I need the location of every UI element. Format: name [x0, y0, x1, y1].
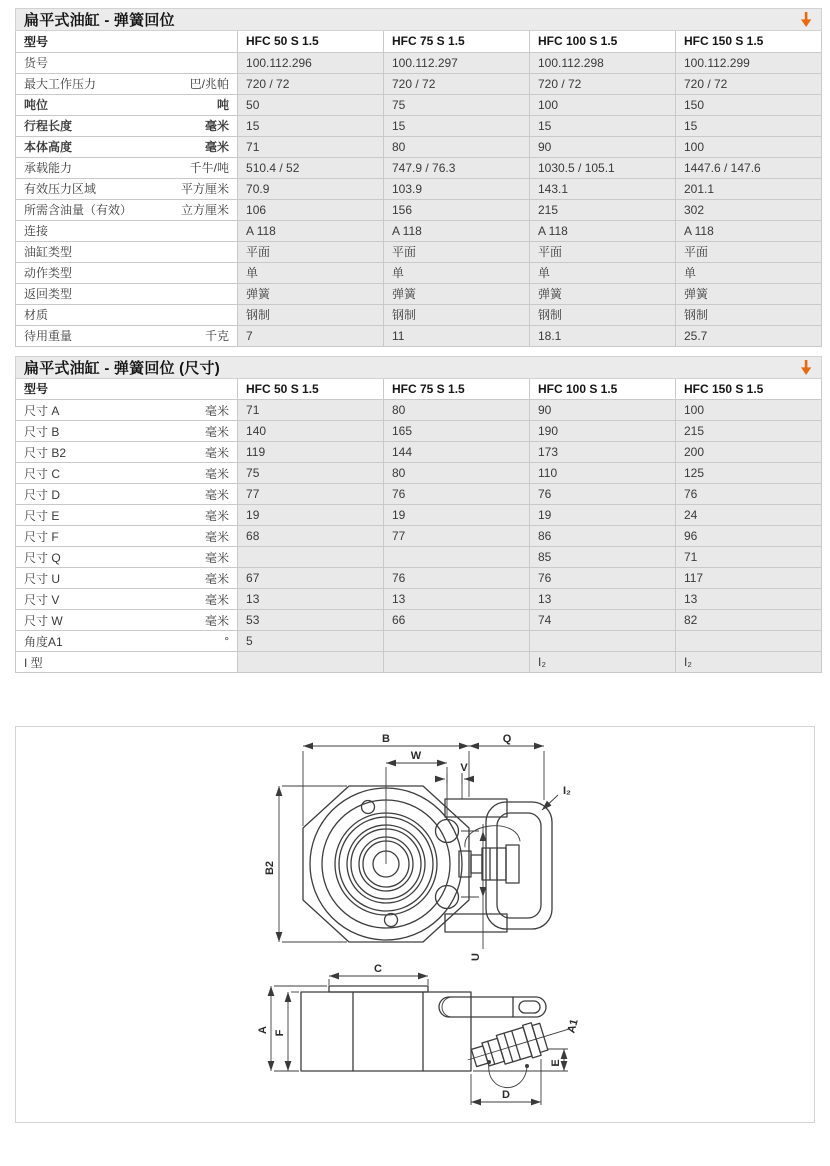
column-header-model: HFC 150 S 1.5: [675, 31, 821, 52]
cell-value: 77: [384, 526, 530, 547]
cell-value: 85: [529, 547, 675, 568]
cell-value: 90: [529, 400, 675, 421]
row-unit: [176, 220, 238, 241]
table-row: [16, 631, 822, 652]
cell-value: 156: [384, 199, 530, 220]
cell-value: 720 / 72: [238, 73, 384, 94]
dust-cap-lanyard-side: [489, 1063, 527, 1088]
row-label: 尺寸 U: [16, 568, 176, 589]
row-unit: 巴/兆帕: [176, 73, 238, 94]
spec-section: [15, 8, 822, 347]
row-unit: 毫米: [176, 115, 238, 136]
technical-drawing: [16, 727, 814, 1122]
dimensions-section: [15, 356, 822, 674]
cell-value: 13: [675, 589, 821, 610]
cell-value: 67: [238, 568, 384, 589]
cell-value: 单: [238, 262, 384, 283]
row-unit: 毫米: [176, 547, 238, 568]
row-label: 尺寸 W: [16, 610, 176, 631]
cylinder-side-view: [301, 986, 575, 1088]
table-row: [16, 115, 822, 136]
row-label: 待用重量: [16, 325, 176, 346]
cell-value: 100: [675, 136, 821, 157]
handle-tab: [445, 914, 507, 932]
table-row: [16, 199, 822, 220]
dim-label-a: A: [257, 1026, 269, 1034]
row-unit: [176, 52, 238, 73]
cell-value: 15: [384, 115, 530, 136]
column-header-model: HFC 75 S 1.5: [384, 31, 530, 52]
row-unit: [176, 262, 238, 283]
cell-value: 7: [238, 325, 384, 346]
cell-value: 140: [238, 421, 384, 442]
cell-value: 18.1: [529, 325, 675, 346]
table-row: [16, 589, 822, 610]
column-header-model: HFC 75 S 1.5: [384, 379, 530, 400]
table-row: [16, 610, 822, 631]
column-header-model: HFC 50 S 1.5: [238, 31, 384, 52]
cell-value: 单: [529, 262, 675, 283]
row-unit: 毫米: [176, 484, 238, 505]
dust-cap-lanyard: [465, 826, 520, 847]
row-label: 尺寸 E: [16, 505, 176, 526]
download-arrow-icon[interactable]: [798, 359, 814, 376]
cell-value: I₂: [675, 652, 821, 673]
cell-value: 单: [675, 262, 821, 283]
cell-value: 110: [529, 463, 675, 484]
row-label: 所需含油量（有效）: [16, 199, 176, 220]
cell-value: 70.9: [238, 178, 384, 199]
carry-handle-side: [439, 997, 546, 1017]
table-row: [16, 157, 822, 178]
cell-value: A 118: [675, 220, 821, 241]
cell-value: 90: [529, 136, 675, 157]
cell-value: 119: [238, 442, 384, 463]
top-view-dimensions: [264, 733, 571, 961]
model-header-label: 型号: [16, 31, 238, 52]
cell-value: 165: [384, 421, 530, 442]
cell-value: 215: [529, 199, 675, 220]
cell-value: 钢制: [529, 304, 675, 325]
row-label: 动作类型: [16, 262, 176, 283]
dim-label-u: U: [470, 953, 482, 961]
row-label: 尺寸 B2: [16, 442, 176, 463]
row-label: 尺寸 F: [16, 526, 176, 547]
dim-label-b: B: [382, 733, 390, 745]
row-unit: [176, 652, 238, 673]
cell-value: 5: [238, 631, 384, 652]
row-label: 连接: [16, 220, 176, 241]
dimensions-section-title: 扁平式油缸 - 弹簧回位 (尺寸): [24, 359, 220, 377]
cell-value: 77: [238, 484, 384, 505]
row-unit: 平方厘米: [176, 178, 238, 199]
cell-value: 117: [675, 568, 821, 589]
dim-label-c: C: [374, 963, 382, 975]
cell-value: 96: [675, 526, 821, 547]
download-arrow-icon[interactable]: [798, 11, 814, 28]
cell-value: 弹簧: [238, 283, 384, 304]
table-row: [16, 241, 822, 262]
cell-value: 71: [238, 400, 384, 421]
column-header-model: HFC 150 S 1.5: [675, 379, 821, 400]
dim-label-b2: B2: [264, 860, 276, 876]
cell-value: 13: [384, 589, 530, 610]
cell-value: 钢制: [384, 304, 530, 325]
row-unit: 毫米: [176, 463, 238, 484]
cell-value: 钢制: [238, 304, 384, 325]
cell-value: 86: [529, 526, 675, 547]
cell-value: 13: [238, 589, 384, 610]
cell-value: 100.112.296: [238, 52, 384, 73]
cell-value: 103.9: [384, 178, 530, 199]
row-unit: 毫米: [176, 136, 238, 157]
dim-label-w: W: [410, 750, 422, 762]
cell-value: 弹簧: [529, 283, 675, 304]
row-unit: 毫米: [176, 568, 238, 589]
cell-value: 76: [384, 568, 530, 589]
table-row: [16, 304, 822, 325]
cell-value: 71: [675, 547, 821, 568]
cell-value: 19: [529, 505, 675, 526]
cell-value: 15: [675, 115, 821, 136]
spec-section-titlebar: [15, 8, 822, 31]
cell-value: 76: [675, 484, 821, 505]
cell-value: 24: [675, 505, 821, 526]
row-unit: 毫米: [176, 610, 238, 631]
table-row: [16, 52, 822, 73]
column-header-model: HFC 100 S 1.5: [529, 31, 675, 52]
table-row: [16, 283, 822, 304]
table-row: [16, 484, 822, 505]
table-row: [16, 325, 822, 346]
cell-value: [529, 631, 675, 652]
table-row: [16, 262, 822, 283]
cell-value: 80: [384, 463, 530, 484]
row-unit: 毫米: [176, 400, 238, 421]
dim-label-a1: A1: [565, 1017, 581, 1035]
row-label: 材质: [16, 304, 176, 325]
cell-value: 302: [675, 199, 821, 220]
cell-value: 平面: [675, 241, 821, 262]
cell-value: 100.112.298: [529, 52, 675, 73]
cell-value: 弹簧: [384, 283, 530, 304]
cell-value: 106: [238, 199, 384, 220]
row-unit: °: [176, 631, 238, 652]
dim-label-i2: I₂: [563, 785, 571, 797]
cell-value: 510.4 / 52: [238, 157, 384, 178]
row-unit: 毫米: [176, 526, 238, 547]
cell-value: 15: [238, 115, 384, 136]
row-unit: [176, 241, 238, 262]
cell-value: 68: [238, 526, 384, 547]
saddle: [329, 986, 428, 992]
cell-value: 71: [238, 136, 384, 157]
cell-value: 19: [238, 505, 384, 526]
cell-value: 单: [384, 262, 530, 283]
cell-value: [238, 652, 384, 673]
row-label: 尺寸 V: [16, 589, 176, 610]
row-label: 吨位: [16, 94, 176, 115]
cell-value: [384, 631, 530, 652]
cell-value: 215: [675, 421, 821, 442]
row-unit: 毫米: [176, 505, 238, 526]
table-row: [16, 568, 822, 589]
cell-value: [384, 652, 530, 673]
cell-value: 13: [529, 589, 675, 610]
row-label: 尺寸 A: [16, 400, 176, 421]
row-label: 尺寸 Q: [16, 547, 176, 568]
table-row: [16, 421, 822, 442]
cell-value: 100: [529, 94, 675, 115]
table-header-row: [16, 379, 822, 400]
cell-value: 弹簧: [675, 283, 821, 304]
table-row: [16, 94, 822, 115]
cell-value: 720 / 72: [384, 73, 530, 94]
dim-label-e: E: [550, 1059, 562, 1067]
body-side: [301, 992, 471, 1071]
cell-value: 1447.6 / 147.6: [675, 157, 821, 178]
table-row: [16, 220, 822, 241]
table-row: [16, 136, 822, 157]
cell-value: [238, 547, 384, 568]
table-row: [16, 442, 822, 463]
cell-value: 150: [675, 94, 821, 115]
cell-value: 50: [238, 94, 384, 115]
row-label: 返回类型: [16, 283, 176, 304]
row-label: 有效压力区域: [16, 178, 176, 199]
cell-value: 100.112.297: [384, 52, 530, 73]
cell-value: 201.1: [675, 178, 821, 199]
cell-value: 15: [529, 115, 675, 136]
cell-value: 200: [675, 442, 821, 463]
cell-value: 100: [675, 400, 821, 421]
dim-label-f: F: [274, 1029, 286, 1037]
cell-value: 钢制: [675, 304, 821, 325]
row-label: 尺寸 B: [16, 421, 176, 442]
cell-value: 11: [384, 325, 530, 346]
table-row: [16, 526, 822, 547]
cell-value: 80: [384, 136, 530, 157]
row-label: I 型: [16, 652, 176, 673]
table-row: [16, 463, 822, 484]
row-label: 本体高度: [16, 136, 176, 157]
cell-value: 720 / 72: [529, 73, 675, 94]
cell-value: 747.9 / 76.3: [384, 157, 530, 178]
cell-value: [675, 631, 821, 652]
cell-value: 82: [675, 610, 821, 631]
row-unit: 千牛/吨: [176, 157, 238, 178]
row-label: 行程长度: [16, 115, 176, 136]
row-label: 最大工作压力: [16, 73, 176, 94]
table-row: [16, 505, 822, 526]
row-unit: 千克: [176, 325, 238, 346]
coupler-top-view: [459, 826, 520, 883]
column-header-model: HFC 50 S 1.5: [238, 379, 384, 400]
cell-value: [384, 547, 530, 568]
row-unit: 毫米: [176, 442, 238, 463]
cell-value: 100.112.299: [675, 52, 821, 73]
table-row: [16, 178, 822, 199]
row-label: 角度A1: [16, 631, 176, 652]
cell-value: I₂: [529, 652, 675, 673]
cell-value: 76: [529, 484, 675, 505]
row-unit: 立方厘米: [176, 199, 238, 220]
model-header-label: 型号: [16, 379, 238, 400]
cell-value: 1030.5 / 105.1: [529, 157, 675, 178]
table-header-row: [16, 31, 822, 52]
side-view-dimensions: [257, 963, 581, 1105]
row-label: 尺寸 C: [16, 463, 176, 484]
dimensions-section-titlebar: [15, 356, 822, 379]
dim-label-d: D: [502, 1089, 510, 1101]
cell-value: 125: [675, 463, 821, 484]
cell-value: 173: [529, 442, 675, 463]
cell-value: 19: [384, 505, 530, 526]
column-header-model: HFC 100 S 1.5: [529, 379, 675, 400]
row-unit: 吨: [176, 94, 238, 115]
cell-value: 720 / 72: [675, 73, 821, 94]
bolt-hole: [385, 914, 398, 927]
cell-value: 75: [384, 94, 530, 115]
cell-value: 76: [529, 568, 675, 589]
cell-value: 53: [238, 610, 384, 631]
cell-value: 平面: [384, 241, 530, 262]
table-row: [16, 73, 822, 94]
cell-value: A 118: [384, 220, 530, 241]
cell-value: 80: [384, 400, 530, 421]
cell-value: 190: [529, 421, 675, 442]
row-label: 货号: [16, 52, 176, 73]
cell-value: 25.7: [675, 325, 821, 346]
row-label: 承载能力: [16, 157, 176, 178]
dim-label-v: V: [460, 762, 468, 774]
table-row: [16, 652, 822, 673]
spec-table: [15, 31, 822, 347]
cylinder-top-view: [303, 786, 552, 942]
row-unit: [176, 283, 238, 304]
dim-label-q: Q: [502, 733, 512, 745]
cell-value: 66: [384, 610, 530, 631]
cell-value: 144: [384, 442, 530, 463]
cell-value: 143.1: [529, 178, 675, 199]
row-unit: [176, 304, 238, 325]
spec-section-title: 扁平式油缸 - 弹簧回位: [24, 12, 175, 29]
table-row: [16, 400, 822, 421]
dimensions-table: [15, 379, 822, 674]
cell-value: 74: [529, 610, 675, 631]
cell-value: 平面: [529, 241, 675, 262]
cell-value: 平面: [238, 241, 384, 262]
row-label: 尺寸 D: [16, 484, 176, 505]
row-label: 油缸类型: [16, 241, 176, 262]
cell-value: A 118: [238, 220, 384, 241]
row-unit: 毫米: [176, 421, 238, 442]
cell-value: 75: [238, 463, 384, 484]
technical-drawing-panel: [15, 726, 815, 1123]
table-row: [16, 547, 822, 568]
cell-value: 76: [384, 484, 530, 505]
row-unit: 毫米: [176, 589, 238, 610]
cell-value: A 118: [529, 220, 675, 241]
